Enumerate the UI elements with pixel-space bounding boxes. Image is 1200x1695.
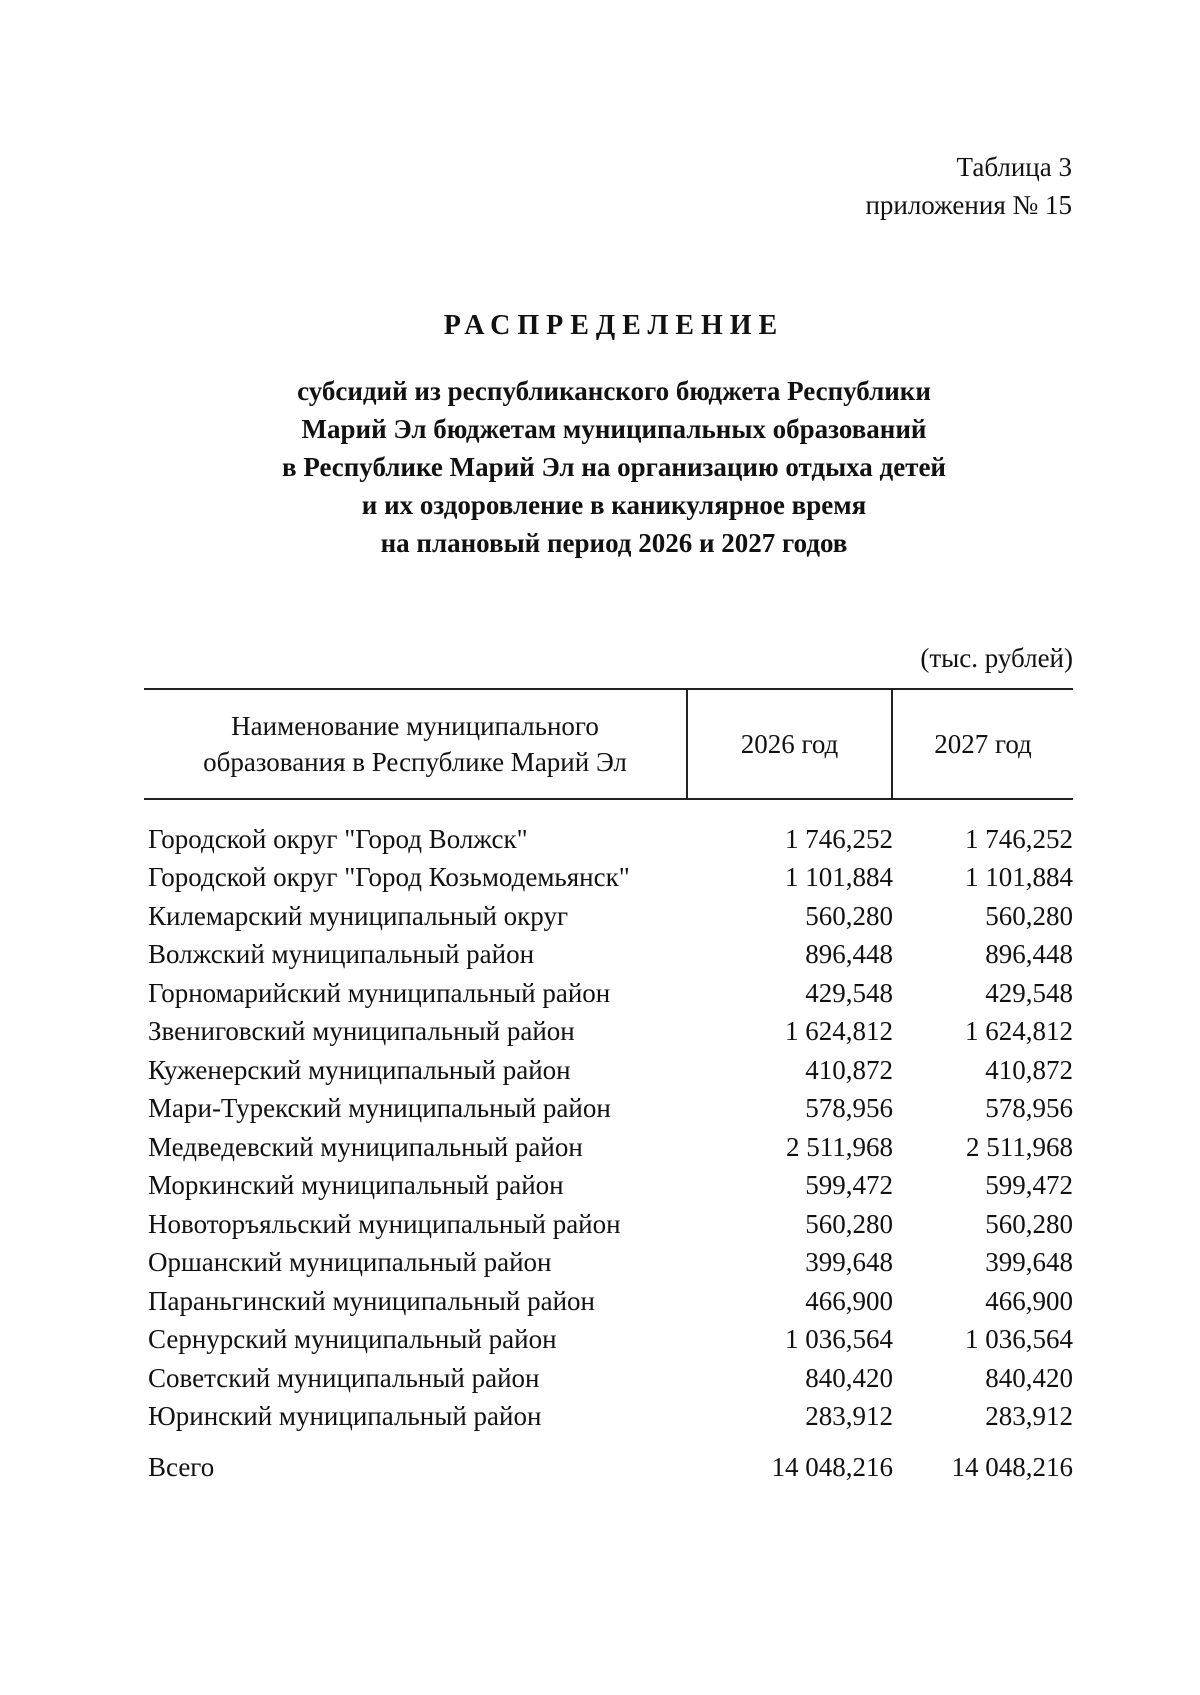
municipality-name: Городской округ "Город Волжск" [148, 823, 528, 854]
appendix-label: приложения № 15 [865, 190, 1072, 220]
table-row [144, 974, 1073, 1013]
municipality-name: Моркинский муниципальный район [148, 1170, 564, 1201]
value-2027: 560,280 [985, 900, 1073, 931]
header-year-2027: 2027 год [934, 729, 1032, 759]
value-2026: 896,448 [805, 939, 893, 970]
value-2026: 599,472 [805, 1170, 893, 1201]
municipality-name: Городской округ "Город Козьмодемьянск" [148, 862, 630, 893]
table-row [144, 897, 1073, 936]
value-2027: 840,420 [985, 1362, 1073, 1393]
value-2027: 599,472 [985, 1170, 1073, 1201]
municipality-name: Юринский муниципальный район [148, 1401, 542, 1432]
table-row [144, 1398, 1073, 1437]
document-title: РАСПРЕДЕЛЕНИЕ [443, 310, 785, 341]
value-2027: 560,280 [985, 1208, 1073, 1239]
subtitle-line: на плановый период 2026 и 2027 годов [380, 528, 848, 558]
municipality-name: Волжский муниципальный район [148, 939, 535, 970]
table-row [144, 1244, 1073, 1283]
value-2026: 283,912 [805, 1401, 893, 1432]
table-row [144, 1321, 1073, 1360]
distribution-table [144, 688, 1073, 1487]
table-row [144, 1205, 1073, 1244]
municipality-name: Параньгинский муниципальный район [148, 1285, 595, 1316]
value-2027: 410,872 [985, 1054, 1073, 1085]
subtitle-line: и их оздоровление в каникулярное время [361, 490, 867, 520]
table-body [144, 800, 1073, 1487]
value-2027: 466,900 [985, 1285, 1073, 1316]
total-row [144, 1448, 1073, 1487]
table-row [144, 1051, 1073, 1090]
header-name: Наименование муниципального образования в Республике Марий Эл [144, 690, 688, 798]
table-row [144, 1090, 1073, 1129]
table-row [144, 1013, 1073, 1052]
municipality-name: Звениговский муниципальный район [148, 1016, 575, 1047]
subtitle-line: Марий Эл бюджетам муниципальных образований [301, 414, 927, 444]
value-2027: 578,956 [985, 1093, 1073, 1124]
value-2026: 1 101,884 [785, 862, 893, 893]
value-2027: 1 036,564 [965, 1324, 1073, 1355]
value-2026: 410,872 [805, 1054, 893, 1085]
value-2026: 399,648 [805, 1247, 893, 1278]
table-label: Таблица 3 [956, 152, 1072, 182]
value-2026: 1 036,564 [785, 1324, 893, 1355]
value-2026: 429,548 [805, 977, 893, 1008]
table-row [144, 859, 1073, 898]
municipality-name: Сернурский муниципальный район [148, 1324, 557, 1355]
value-2026: 1 746,252 [785, 823, 893, 854]
municipality-name: Мари-Турекский муниципальный район [148, 1093, 611, 1124]
value-2026: 1 624,812 [785, 1016, 893, 1047]
municipality-name: Килемарский муниципальный округ [148, 900, 569, 931]
subtitle-line: субсидий из республиканского бюджета Республики [297, 376, 931, 406]
value-2027: 1 746,252 [965, 823, 1073, 854]
table-reference [865, 148, 1072, 224]
table-row [144, 1359, 1073, 1398]
value-2027: 1 624,812 [965, 1016, 1073, 1047]
value-2027: 429,548 [985, 977, 1073, 1008]
municipality-name: Всего [148, 1451, 215, 1482]
table-row [144, 1167, 1073, 1206]
value-2026: 840,420 [805, 1362, 893, 1393]
municipality-name: Оршанский муниципальный район [148, 1247, 552, 1278]
table-row [144, 936, 1073, 975]
value-2026: 466,900 [805, 1285, 893, 1316]
value-2026: 560,280 [805, 900, 893, 931]
table-header [144, 690, 1073, 800]
units-note: (тыс. рублей) [920, 643, 1073, 673]
value-2026: 14 048,216 [771, 1451, 893, 1482]
municipality-name: Горномарийский муниципальный район [148, 977, 611, 1008]
value-2027: 399,648 [985, 1247, 1073, 1278]
table-row [144, 1128, 1073, 1167]
value-2027: 2 511,968 [966, 1131, 1073, 1162]
table-row [144, 1282, 1073, 1321]
document-subtitle [0, 372, 1200, 562]
municipality-name: Куженерский муниципальный район [148, 1054, 571, 1085]
header-year-2026: 2026 год [688, 690, 893, 798]
value-2026: 560,280 [805, 1208, 893, 1239]
subtitle-line: в Республике Марий Эл на организацию отдыха детей [281, 452, 946, 482]
value-2027: 14 048,216 [951, 1451, 1073, 1482]
value-2027: 1 101,884 [965, 862, 1073, 893]
municipality-name: Советский муниципальный район [148, 1362, 540, 1393]
value-2027: 283,912 [985, 1401, 1073, 1432]
municipality-name: Новоторъяльский муниципальный район [148, 1208, 621, 1239]
value-2026: 578,956 [805, 1093, 893, 1124]
municipality-name: Медведевский муниципальный район [148, 1131, 583, 1162]
value-2026: 2 511,968 [786, 1131, 893, 1162]
value-2027: 896,448 [985, 939, 1073, 970]
table-row [144, 820, 1073, 859]
